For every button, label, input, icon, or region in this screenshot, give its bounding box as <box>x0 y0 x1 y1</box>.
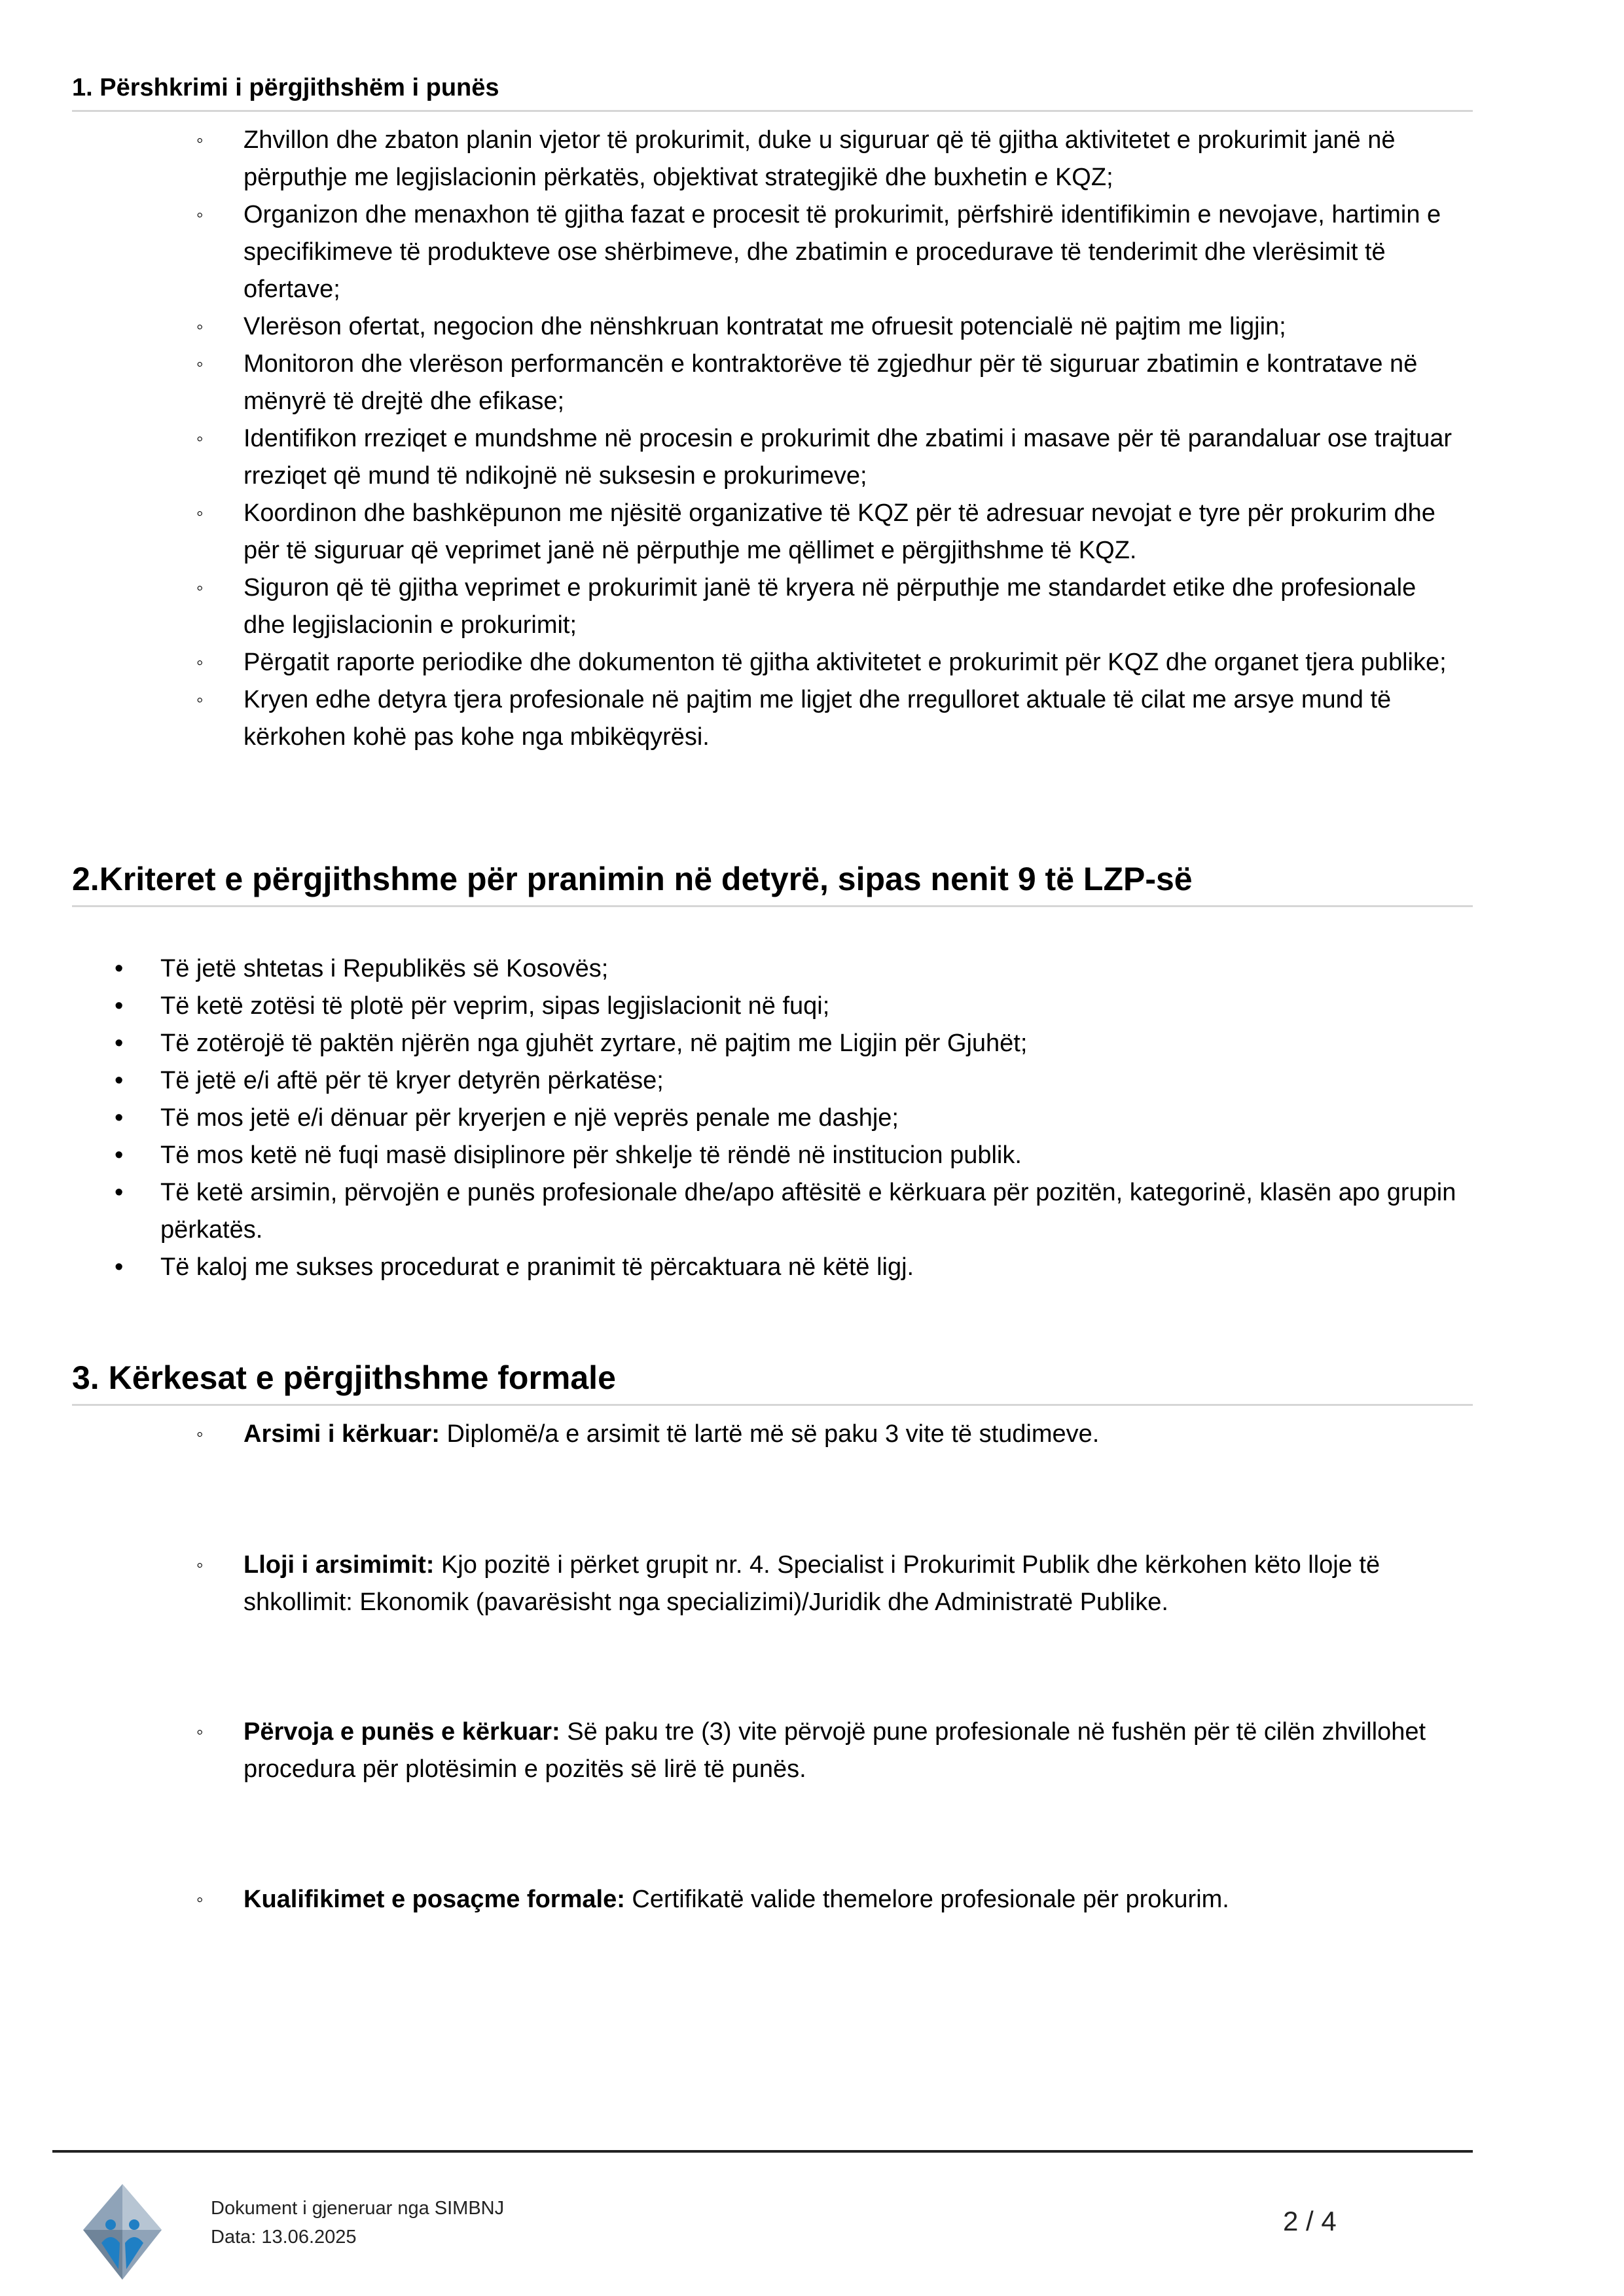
bullet-icon: • <box>115 1030 124 1057</box>
requirement-education <box>196 1416 1461 1453</box>
circle-bullet-icon: ◦ <box>196 428 204 450</box>
list-item: • Të ketë arsimin, përvojën e punës profesionale dhe/apo aftësitë e kërkuara për pozitën, kategorinë, klasën apo grupin përkatës. <box>160 1174 1470 1249</box>
list-item: ◦ Vlerëson ofertat, negocion dhe nënshkruan kontratat me ofruesit potencialë në pajtim me ligjin; <box>244 308 1461 346</box>
list-item: ◦ Koordinon dhe bashkëpunon me njësitë organizative të KQZ për të adresuar nevojat e tyre për prokurim dhe për të siguruar që veprimet janë në përputhje me qëllimet e përgjithshme të KQZ. <box>244 495 1461 569</box>
simbnj-logo-icon <box>82 2183 164 2281</box>
bullet-icon: • <box>115 1179 124 1206</box>
requirement-qualifications <box>196 1881 1461 1918</box>
requirement-text: Së paku tre (3) vite përvojë pune profesionale në fushën për të cilën zhvillohet procedura për plotësimin e pozitës së lirë të punës. <box>244 1718 1426 1783</box>
list-item: • Të kaloj me sukses procedurat e pranimit të përcaktuara në këtë ligj. <box>160 1249 1470 1286</box>
bullet-icon: • <box>115 1067 124 1094</box>
bullet-icon: • <box>115 1253 124 1281</box>
list-item: • Të ketë zotësi të plotë për veprim, sipas legjislacionit në fuqi; <box>160 988 1470 1025</box>
list-item: • Të mos jetë e/i dënuar për kryerjen e një veprës penale me dashje; <box>160 1100 1470 1137</box>
footer-info <box>211 2194 504 2251</box>
list-item: ◦ Organizon dhe menaxhon të gjitha fazat e procesit të prokurimit, përfshirë identifikimin e nevojave, hartimin e specifikimeve të produkteve ose shërbimeve, dhe zbatimin e procedurave të tenderimit dhe vlerësimit të ofertave; <box>244 196 1461 308</box>
circle-bullet-icon: ◦ <box>196 1554 204 1576</box>
requirement-text: Diplomë/a e arsimit të lartë më së paku 3 vite të studimeve. <box>439 1420 1100 1448</box>
list-item: • Të jetë shtetas i Republikës së Kosovës; <box>160 950 1470 988</box>
list-item: ◦ Zhvillon dhe zbaton planin vjetor të prokurimit, duke u siguruar që të gjitha aktivitetet e prokurimit janë në përputhje me legjislacionin përkatës, objektivat strategjikë dhe buxhetin e KQZ; <box>244 122 1461 196</box>
list-item: • Të mos ketë në fuqi masë disiplinore për shkelje të rëndë në institucion publik. <box>160 1137 1470 1174</box>
section2-title: 2.Kriteret e përgjithshme për pranimin në detyrë, sipas nenit 9 të LZP-së <box>72 861 1193 897</box>
requirement-label: Përvoja e punës e kërkuar: <box>244 1718 560 1746</box>
list-item: ◦ Monitoron dhe vlerëson performancën e kontraktorëve të zgjedhur për të siguruar zbatimin e kontratave në mënyrë të drejtë dhe efikase; <box>244 346 1461 420</box>
list-item: ◦ Siguron që të gjitha veprimet e prokurimit janë të kryera në përputhje me standardet etike dhe profesionale dhe legjislacionin e prokurimit; <box>244 569 1461 644</box>
circle-bullet-icon: ◦ <box>196 577 204 599</box>
section1-list <box>196 122 1461 756</box>
footer-generated-by: Dokument i gjeneruar nga SIMBNJ <box>211 2198 505 2219</box>
section3-rule <box>72 1404 1473 1406</box>
footer-rule <box>52 2150 1473 2153</box>
list-item: • Të zotërojë të paktën njërën nga gjuhët zyrtare, në pajtim me Ligjin për Gjuhët; <box>160 1025 1470 1062</box>
page-number: 2 / 4 <box>1283 2206 1337 2236</box>
list-item: • Të jetë e/i aftë për të kryer detyrën përkatëse; <box>160 1062 1470 1100</box>
footer-date: Data: 13.06.2025 <box>211 2227 357 2248</box>
bullet-icon: • <box>115 1104 124 1132</box>
bullet-icon: • <box>115 992 124 1020</box>
list-item: ◦ Përgatit raporte periodike dhe dokumenton të gjitha aktivitetet e prokurimit për KQZ dhe organet tjera publike; <box>244 644 1461 681</box>
section1-title: 1. Përshkrimi i përgjithshëm i punës <box>72 74 499 101</box>
requirement-education-type <box>196 1547 1461 1621</box>
requirement-label: Lloji i arsimimit: <box>244 1551 435 1579</box>
requirement-text: Kjo pozitë i përket grupit nr. 4. Specialist i Prokurimit Publik dhe kërkohen këto lloje të shkollimit: Ekonomik (pavarësisht nga specializimi)/Juridik dhe Administratë Publike. <box>244 1551 1380 1616</box>
section2-list <box>115 950 1470 1286</box>
circle-bullet-icon: ◦ <box>196 130 204 151</box>
circle-bullet-icon: ◦ <box>196 689 204 711</box>
circle-bullet-icon: ◦ <box>196 503 204 524</box>
bullet-icon: • <box>115 955 124 982</box>
circle-bullet-icon: ◦ <box>196 353 204 375</box>
circle-bullet-icon: ◦ <box>196 204 204 226</box>
section3-title: 3. Kërkesat e përgjithshme formale <box>72 1359 616 1396</box>
circle-bullet-icon: ◦ <box>196 652 204 673</box>
requirement-label: Arsimi i kërkuar: <box>244 1420 440 1448</box>
circle-bullet-icon: ◦ <box>196 1889 204 1910</box>
bullet-icon: • <box>115 1141 124 1169</box>
requirement-text: Certifikatë valide themelore profesionale për prokurim. <box>624 1886 1229 1913</box>
list-item: ◦ Identifikon rreziqet e mundshme në procesin e prokurimit dhe zbatimi i masave për të parandaluar ose trajtuar rreziqet që mund të ndikojnë në suksesin e prokurimeve; <box>244 420 1461 495</box>
section2-rule <box>72 905 1473 907</box>
requirement-experience <box>196 1713 1461 1788</box>
circle-bullet-icon: ◦ <box>196 1424 204 1445</box>
circle-bullet-icon: ◦ <box>196 316 204 338</box>
section1-rule <box>72 110 1473 112</box>
circle-bullet-icon: ◦ <box>196 1721 204 1743</box>
requirement-label: Kualifikimet e posaçme formale: <box>244 1886 625 1913</box>
list-item: ◦ Kryen edhe detyra tjera profesionale në pajtim me ligjet dhe rregulloret aktuale të cilat me arsye mund të kërkohen kohë pas kohe nga mbikëqyrësi. <box>244 681 1461 756</box>
